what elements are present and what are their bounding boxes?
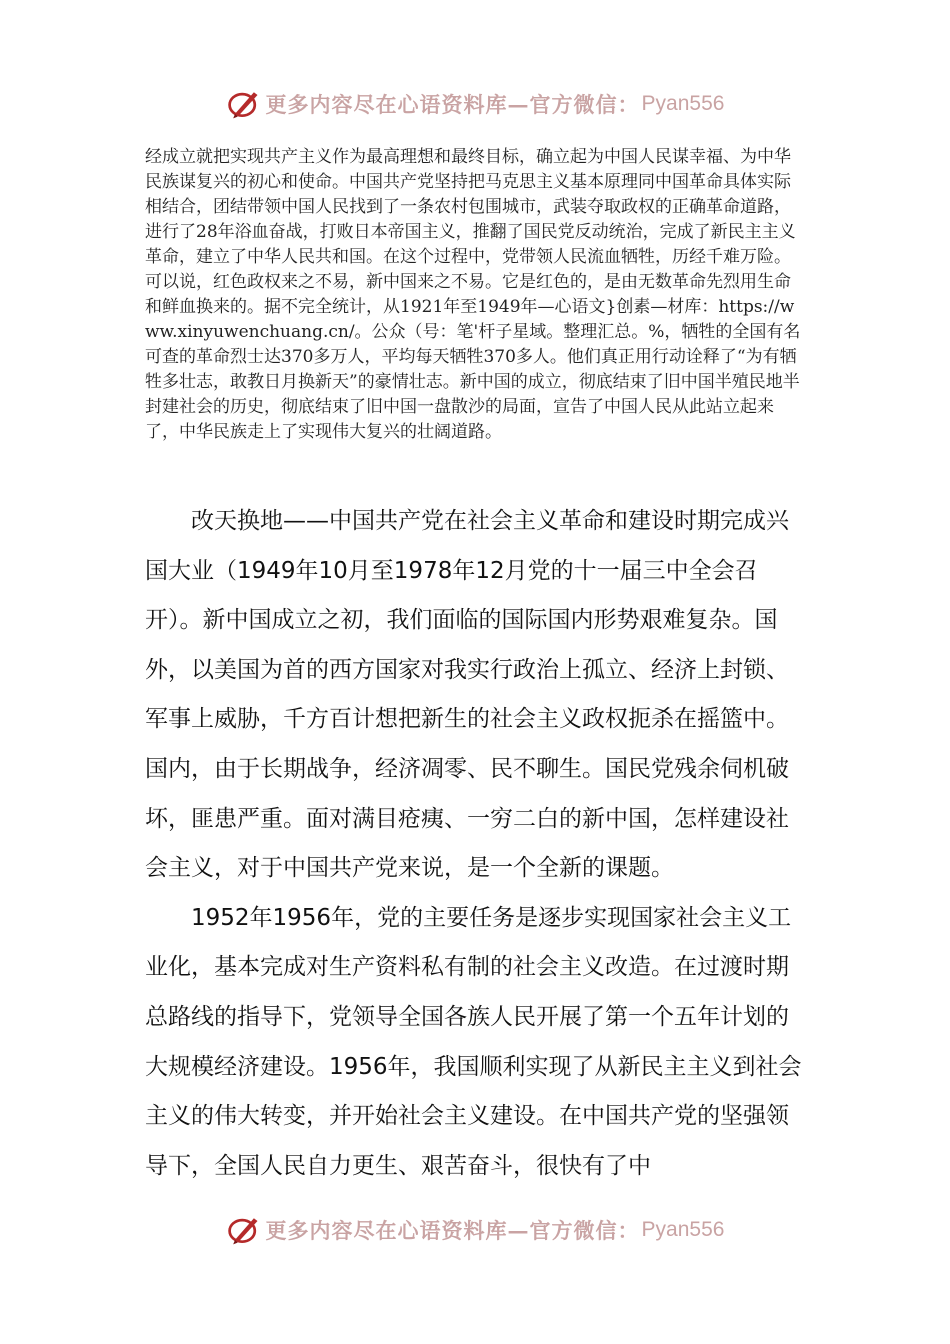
- paragraph-2: 1952年1956年，党的主要任务是逐步实现国家社会主义工业化，基本完成对生产资料私有制的社会主义改造。在过渡时期总路线的指导下，党领导全国各族人民开展了第一个五年计划的大规模经济建设。1956年，我国顺利实现了从新民主主义到社会主义的伟大转变，并开始社会主义建设。在中国共产党的坚强领导下，全国人民自力更生、艰苦奋斗，很快有了中: [145, 904, 802, 1179]
- main-text: [145, 497, 810, 1191]
- banner-text: 更多内容尽在心语资料库—官方微信：: [265, 1218, 640, 1243]
- pen-logo-icon: [226, 1212, 262, 1248]
- header-banner: [0, 84, 950, 124]
- wechat-id: Pyan556: [641, 1218, 725, 1241]
- small-paragraph: 经成立就把实现共产主义作为最高理想和最终目标，确立起为中国人民谋幸福、为中华民族谋复兴的初心和使命。中国共产党坚持把马克思主义基本原理同中国革命具体实际相结合，团结带领中国人民找到了一条农村包围城市，武装夺取政权的正确革命道路，进行了28年浴血奋战，打败日本帝国主义，推翻了国民党反动统治，完成了新民主主义革命，建立了中华人民共和国。在这个过程中，党带领人民流血牺牲，历经千难万险。可以说，红色政权来之不易，新中国来之不易。它是红色的，是由无数革命先烈用生命和鲜血换来的。据不完全统计，从1921年至1949年—心语文}创素—材库：https://www.xinyuwenchuang.cn/。公众（号：笔'杆子星域。整理汇总。%，牺牲的全国有名可查的革命烈士达370多万人，平均每天牺牲370多人。他们真正用行动诠释了“为有牺牲多壮志，敢教日月换新天”的豪情壮志。新中国的成立，彻底结束了旧中国半殖民地半封建社会的历史，彻底结束了旧中国一盘散沙的局面，宣告了中国人民从此站立起来了，中华民族走上了实现伟大复兴的壮阔道路。: [145, 147, 801, 442]
- banner-text: 更多内容尽在心语资料库—官方微信：: [265, 92, 640, 117]
- wechat-id: Pyan556: [641, 92, 725, 115]
- pen-logo-icon: [226, 86, 262, 122]
- footer-banner: [0, 1210, 950, 1250]
- paragraph-1: 改天换地——中国共产党在社会主义革命和建设时期完成兴国大业（1949年10月至1978年12月党的十一届三中全会召开）。新中国成立之初，我们面临的国际国内形势艰难复杂。国外，以美国为首的西方国家对我实行政治上孤立、经济上封锁、军事上威胁，千方百计想把新生的社会主义政权扼杀在摇篮中。国内，由于长期战争，经济凋零、民不聊生。国民党残余伺机破坏，匪患严重。面对满目疮痍、一穷二白的新中国，怎样建设社会主义，对于中国共产党来说，是一个全新的课题。: [145, 508, 789, 882]
